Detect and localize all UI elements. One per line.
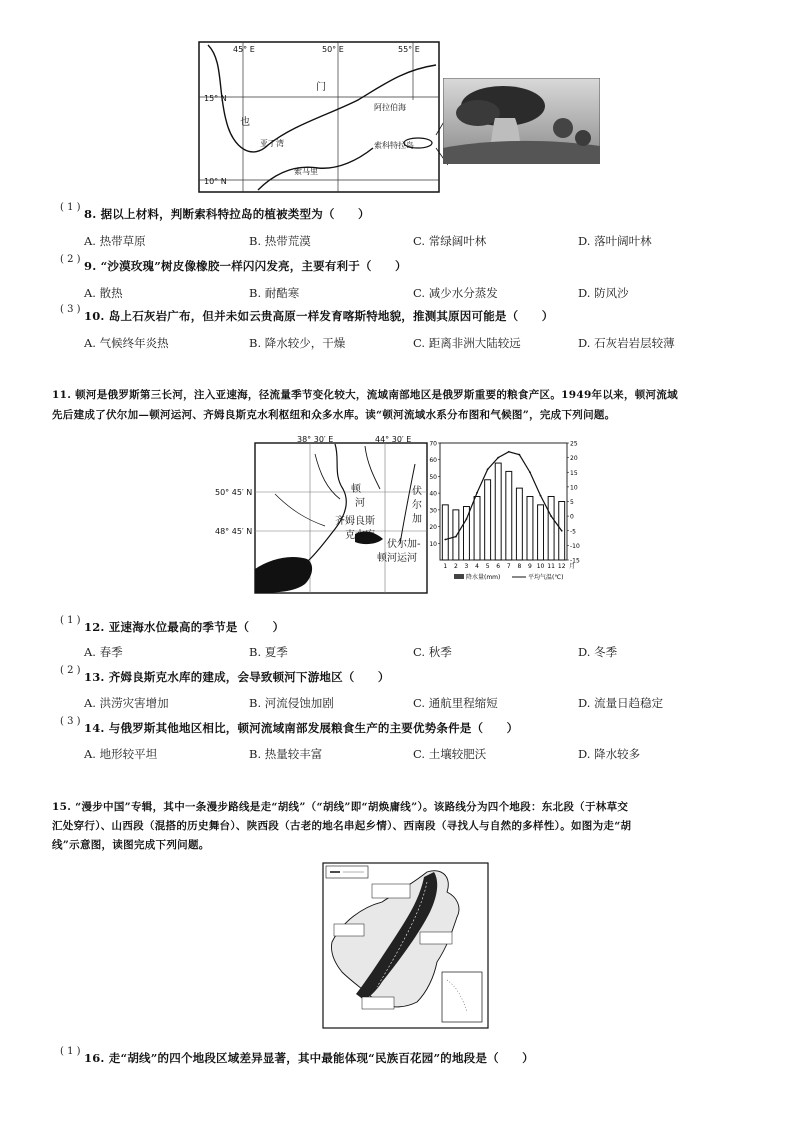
q11-stem-line2: 先后建成了伏尔加—顿河运河、齐姆良斯克水利枢纽和众多水库。读“顿河流域水系分布图和气候图”，完成下列问题。 <box>52 409 616 421</box>
don-label-1: 顿 <box>351 484 361 495</box>
lat-48-label: 48° 45′ N <box>215 527 253 536</box>
question-14-text: 14. 与俄罗斯其他地区相比，顿河流域南部发展粮食生产的主要优势条件是（ ） <box>84 721 519 735</box>
question-16-text: 16. 走“胡线”的四个地段区域差异显著，其中最能体现“民族百花园”的地段是（ ） <box>84 1051 534 1065</box>
x-tick-label: 6 <box>496 563 501 570</box>
reservoir-label-1: 齐姆良斯 <box>335 516 375 527</box>
precip-bar <box>548 496 554 560</box>
legend-precip-swatch <box>454 574 464 579</box>
x-tick-label: 8 <box>517 563 522 570</box>
q12-option-d[interactable]: D. 冬季 <box>578 645 618 659</box>
y-left-tick-label: 70 <box>429 440 437 448</box>
q8-option-b[interactable]: B. 热带荒漠 <box>249 234 311 248</box>
q10-option-d[interactable]: D. 石灰岩岩层较薄 <box>578 336 675 350</box>
legend-precip-label: 降水量(mm) <box>466 574 501 581</box>
question-10-text: 10. 岛上石灰岩广布，但并未如云贵高原一样发育喀斯特地貌，推测其原因可能是（ ） <box>84 309 554 323</box>
temp-point <box>540 495 542 497</box>
socotra-label: 索科特拉岛 <box>374 141 414 150</box>
temp-point <box>497 457 499 459</box>
question-13-text: 13. 齐姆良斯克水库的建成，会导致顿河下游地区（ ） <box>84 670 390 684</box>
precip-bar <box>474 496 480 560</box>
x-tick-label: 9 <box>528 563 532 570</box>
y-right-tick-label: 10 <box>570 484 578 492</box>
x-axis-label: 月 <box>569 563 576 570</box>
q9-option-c[interactable]: C. 减少水分蒸发 <box>413 286 498 300</box>
lon-44-label: 44° 30′ E <box>375 435 412 444</box>
y-right-tick-label: 25 <box>570 440 578 448</box>
x-tick-label: 11 <box>547 563 555 570</box>
q8-option-a[interactable]: A. 热带草原 <box>84 234 146 248</box>
don-label-2: 河 <box>355 498 365 509</box>
temp-point <box>476 492 478 494</box>
q13-option-d[interactable]: D. 流量日趋稳定 <box>578 696 664 710</box>
lat-10-label: 10° N <box>204 177 227 186</box>
temp-point <box>508 451 510 453</box>
temp-point <box>561 530 563 532</box>
precip-bar <box>527 496 533 560</box>
lon-55-label: 55° E <box>398 45 420 54</box>
q8-option-d[interactable]: D. 落叶阔叶林 <box>578 234 652 248</box>
q12-option-c[interactable]: C. 秋季 <box>413 645 452 659</box>
y-left-tick-label: 20 <box>429 524 437 532</box>
somalia-label: 索马里 <box>294 167 318 176</box>
reservoir-label-2: 克水库 <box>345 530 375 541</box>
x-tick-label: 7 <box>506 563 511 570</box>
q10-option-a[interactable]: A. 气候终年炎热 <box>84 336 169 350</box>
climate-chart <box>422 438 587 588</box>
volga-label-2: 尔 <box>412 500 422 511</box>
volga-label-3: 加 <box>412 514 422 525</box>
x-tick-label: 1 <box>443 563 448 570</box>
temp-point <box>518 454 520 456</box>
q15-stem-line2: 汇处穿行）、山西段（混搭的历史舞台）、陕西段（古老的地名串起乡情）、西南段（寻找人与自然的多样性）。如图为走“胡 <box>52 820 632 832</box>
region-ye: 也 <box>240 117 250 128</box>
q9-option-b[interactable]: B. 耐酷寒 <box>249 286 300 300</box>
q9-option-d[interactable]: D. 防风沙 <box>578 286 629 300</box>
y-right-tick-label: 15 <box>570 469 578 477</box>
lon-50-label: 50° E <box>322 45 344 54</box>
precip-bar <box>538 505 544 560</box>
temp-point <box>444 539 446 541</box>
lat-15-label: 15° N <box>204 94 227 103</box>
precip-bar <box>485 480 491 560</box>
q14-option-a[interactable]: A. 地形较平坦 <box>84 747 158 761</box>
x-tick-label: 3 <box>464 563 469 570</box>
question-9-text: 9. “沙漠玫瑰”树皮像橡胶一样闪闪发亮，主要有利于（ ） <box>84 259 407 273</box>
q13-option-a[interactable]: A. 洪涝灾害增加 <box>84 696 169 710</box>
canal-label-1: 伏尔加- <box>387 539 421 550</box>
q13-option-b[interactable]: B. 河流侵蚀加剧 <box>249 696 334 710</box>
q14-option-b[interactable]: B. 热量较丰富 <box>249 747 323 761</box>
temp-point <box>455 536 457 538</box>
desert-rose-photo <box>443 78 600 164</box>
y-right-tick-label: 20 <box>570 455 578 463</box>
question-number: ( 1 ) <box>60 615 81 626</box>
volga-label-1: 伏 <box>412 486 422 497</box>
q10-option-b[interactable]: B. 降水较少，干燥 <box>249 336 346 350</box>
region-men: 门 <box>316 82 326 93</box>
y-right-tick-label: 5 <box>570 499 574 506</box>
legend-temp-label: 平均气温(℃) <box>528 574 564 581</box>
y-right-tick-label: 0 <box>570 513 574 521</box>
y-left-tick-label: 30 <box>429 507 437 515</box>
y-left-tick-label: 60 <box>429 457 437 465</box>
question-number: ( 3 ) <box>60 304 81 315</box>
y-left-tick-label: 50 <box>429 473 437 481</box>
precip-bar <box>516 488 522 560</box>
lon-45-label: 45° E <box>233 45 255 54</box>
x-tick-label: 4 <box>475 563 479 570</box>
q15-stem-line1: 15. “漫步中国”专辑，其中一条漫步路线是走“胡线”（“胡线”即“胡焕庸线”）。该路线分为四个地段：东北段（于林草交 <box>52 801 629 813</box>
x-tick-label: 10 <box>536 563 545 570</box>
y-right-tick-label: -5 <box>570 528 576 536</box>
question-number: ( 3 ) <box>60 716 81 727</box>
temp-point <box>466 518 468 520</box>
q9-option-a[interactable]: A. 散热 <box>84 286 123 300</box>
socotra-map <box>198 40 448 195</box>
q11-stem-line1: 11. 顿河是俄罗斯第三长河，注入亚速海，径流量季节变化较大，流域南部地区是俄罗斯重要的粮食产区。1949年以来，顿河流域 <box>52 389 678 401</box>
q14-option-d[interactable]: D. 降水较多 <box>578 747 641 761</box>
don-river-map <box>215 434 430 596</box>
y-left-tick-label: 40 <box>429 490 437 498</box>
question-number: ( 2 ) <box>60 254 81 265</box>
temp-point <box>529 471 531 473</box>
q10-option-c[interactable]: C. 距离非洲大陆较远 <box>413 336 521 350</box>
temp-point <box>487 468 489 470</box>
precip-bar <box>495 463 501 560</box>
precip-bar <box>453 510 459 560</box>
canal-label-2: 顿河运河 <box>377 553 417 564</box>
q12-option-b[interactable]: B. 夏季 <box>249 645 288 659</box>
x-tick-label: 2 <box>453 563 458 570</box>
hu-line-china-map <box>322 862 489 1029</box>
x-tick-label: 12 <box>557 563 566 570</box>
lon-38-label: 38° 30′ E <box>297 435 334 444</box>
q14-option-c[interactable]: C. 土壤较肥沃 <box>413 747 487 761</box>
lat-50-label: 50° 45′ N <box>215 488 253 497</box>
q8-option-c[interactable]: C. 常绿阔叶林 <box>413 234 487 248</box>
y-right-tick-label: -15 <box>570 557 580 565</box>
question-number: ( 1 ) <box>60 1046 81 1057</box>
arabian-sea-label: 阿拉伯海 <box>374 103 406 112</box>
temp-point <box>550 515 552 517</box>
precip-bar <box>442 505 448 560</box>
q13-option-c[interactable]: C. 通航里程缩短 <box>413 696 498 710</box>
question-number: ( 2 ) <box>60 665 81 676</box>
question-8-text: 8. 据以上材料，判断索科特拉岛的植被类型为（ ） <box>84 207 370 221</box>
gulf-of-aden-label: 亚丁湾 <box>260 139 284 148</box>
x-tick-label: 5 <box>485 563 490 570</box>
q12-option-a[interactable]: A. 春季 <box>84 645 123 659</box>
question-12-text: 12. 亚速海水位最高的季节是（ ） <box>84 620 285 634</box>
question-number: ( 1 ) <box>60 202 81 213</box>
q15-stem-line3: 线”示意图，读图完成下列问题。 <box>52 839 210 851</box>
y-left-tick-label: 10 <box>429 540 437 548</box>
y-right-tick-label: -10 <box>570 542 580 550</box>
precip-bar <box>506 471 512 560</box>
